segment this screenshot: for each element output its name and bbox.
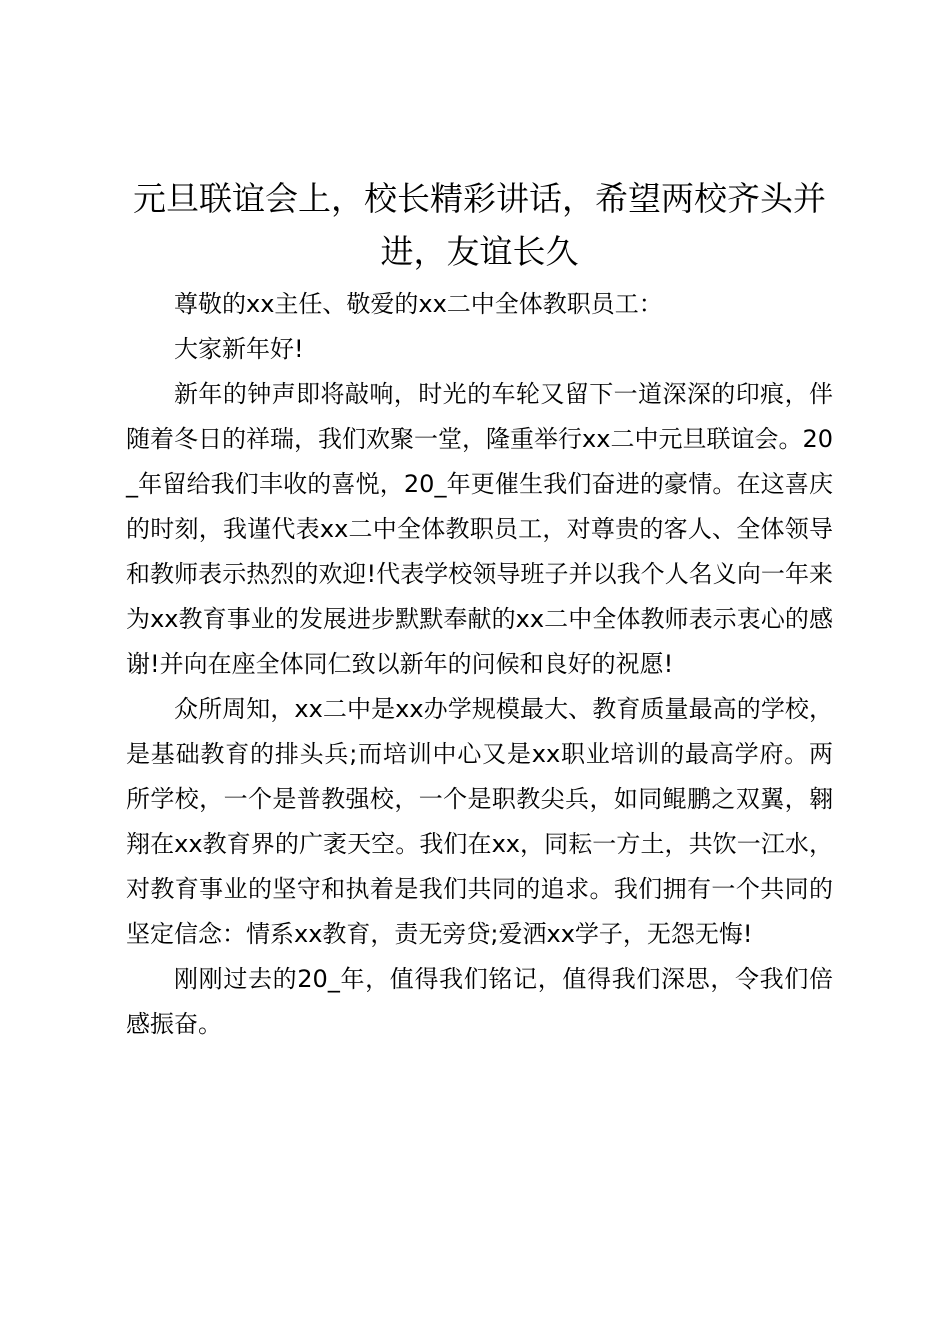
document-title: 元旦联谊会上，校长精彩讲话，希望两校齐头并进，友谊长久 bbox=[133, 179, 826, 271]
document-page bbox=[126, 172, 833, 1047]
body-paragraph: 新年的钟声即将敲响，时光的车轮又留下一道深深的印痕，伴随着冬日的祥瑞，我们欢聚一堂，隆重举行xx二中元旦联谊会。20_年留给我们丰收的喜悦，20_年更催生我们奋进的豪情。在这喜庆的时刻，我谨代表xx二中全体教职员工，对尊贵的客人、全体领导和教师表示热烈的欢迎!代表学校领导班子并以我个人名义向一年来为xx教育事业的发展进步默默奉献的xx二中全体教师表示衷心的感谢!并向在座全体同仁致以新年的问候和良好的祝愿! bbox=[126, 380, 833, 678]
body-paragraph: 刚刚过去的20_年，值得我们铭记，值得我们深思，令我们倍感振奋。 bbox=[126, 965, 833, 1038]
body-paragraph: 众所周知，xx二中是xx办学规模最大、教育质量最高的学校，是基础教育的排头兵;而培训中心又是xx职业培训的最高学府。两所学校，一个是普教强校，一个是职教尖兵，如同鲲鹏之双翼，翱翔在xx教育界的广袤天空。我们在xx，同耘一方土，共饮一江水，对教育事业的坚守和执着是我们共同的追求。我们拥有一个共同的坚定信念：情系xx教育，责无旁贷;爱洒xx学子，无怨无悔! bbox=[126, 695, 833, 948]
greeting: 大家新年好! bbox=[174, 335, 304, 363]
salutation: 尊敬的xx主任、敬爱的xx二中全体教职员工： bbox=[174, 290, 663, 318]
